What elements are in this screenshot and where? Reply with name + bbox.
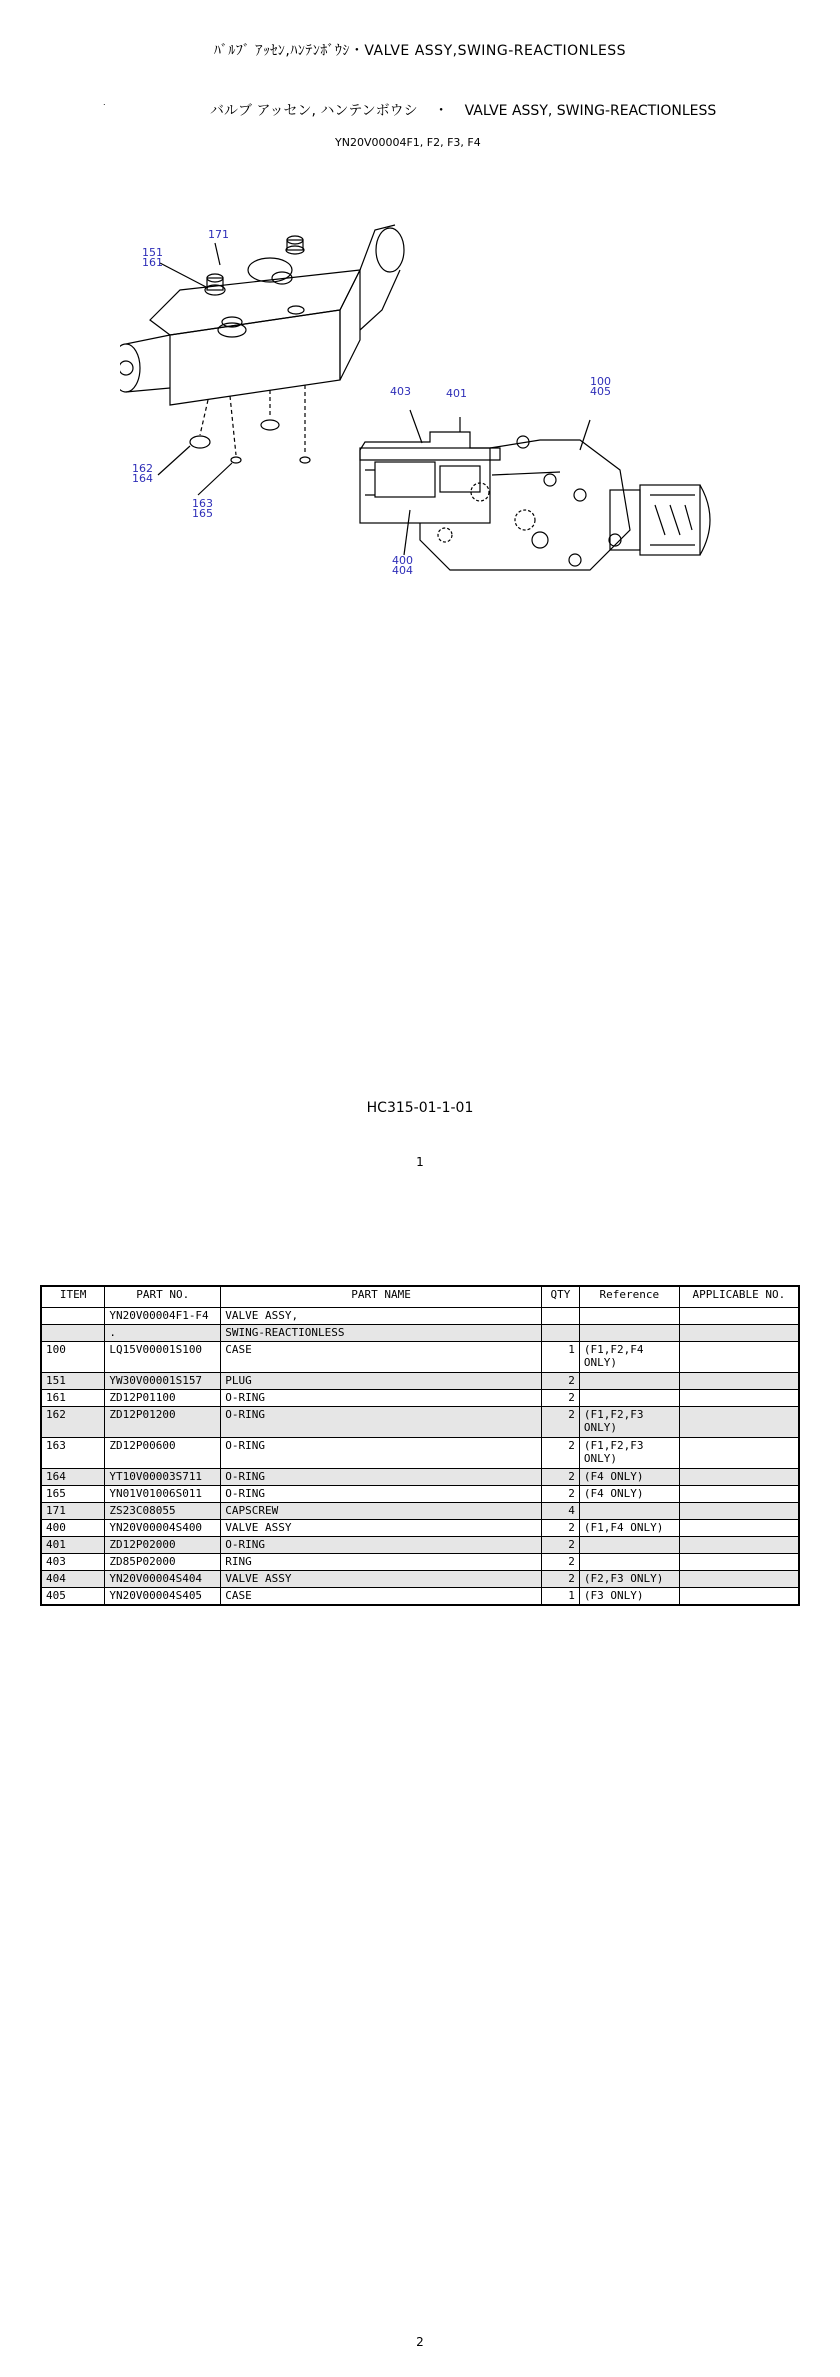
cell-reference: (F1,F2,F4 ONLY) bbox=[579, 1342, 679, 1373]
cell-part-no: YW30V00001S157 bbox=[105, 1373, 221, 1390]
cell-qty: 2 bbox=[541, 1520, 579, 1537]
valve-block-top-face bbox=[150, 270, 360, 335]
cell-reference bbox=[579, 1325, 679, 1342]
cell-part-no: ZD12P01100 bbox=[105, 1390, 221, 1407]
cell-reference bbox=[579, 1537, 679, 1554]
subtitle-japanese: バルブ アッセン, ハンテンボウシ bbox=[210, 103, 418, 119]
cell-qty: 2 bbox=[541, 1407, 579, 1438]
cell-part-no: YN01V01006S011 bbox=[105, 1486, 221, 1503]
cell-part-no: YN20V00004F1-F4 bbox=[105, 1308, 221, 1325]
cell-part-name: VALVE ASSY bbox=[221, 1571, 542, 1588]
page-number: 1 bbox=[416, 1155, 424, 1169]
cell-reference bbox=[579, 1308, 679, 1325]
table-row bbox=[41, 1308, 799, 1325]
cell-qty: 2 bbox=[541, 1390, 579, 1407]
cell-part-no: YN20V00004S404 bbox=[105, 1571, 221, 1588]
table-row bbox=[41, 1486, 799, 1503]
cell-part-name: O-RING bbox=[221, 1486, 542, 1503]
callout-165: 165 bbox=[192, 507, 213, 520]
cell-applicable bbox=[679, 1520, 799, 1537]
valve-block-front-face bbox=[170, 310, 340, 405]
document-title: ﾊﾞﾙﾌﾞ ｱｯｾﾝ,ﾊﾝﾃﾝﾎﾞｳｼ・VALVE ASSY,SWING-REACTIONLESS bbox=[213, 43, 627, 59]
table-row bbox=[41, 1373, 799, 1390]
cell-item: 164 bbox=[41, 1469, 105, 1486]
cell-qty: 1 bbox=[541, 1342, 579, 1373]
cell-part-name: PLUG bbox=[221, 1373, 542, 1390]
cell-part-name: O-RING bbox=[221, 1469, 542, 1486]
cell-applicable bbox=[679, 1588, 799, 1606]
cell-part-name: O-RING bbox=[221, 1407, 542, 1438]
cell-qty: 4 bbox=[541, 1503, 579, 1520]
callout-400: 400 bbox=[392, 554, 413, 567]
cell-qty: 2 bbox=[541, 1469, 579, 1486]
table-row bbox=[41, 1325, 799, 1342]
cell-item: 405 bbox=[41, 1588, 105, 1606]
cell-qty: 2 bbox=[541, 1486, 579, 1503]
cell-item: 400 bbox=[41, 1520, 105, 1537]
cell-reference bbox=[579, 1390, 679, 1407]
cell-part-name: CASE bbox=[221, 1588, 542, 1606]
table-row bbox=[41, 1588, 799, 1606]
cell-qty: 2 bbox=[541, 1571, 579, 1588]
cell-part-name: RING bbox=[221, 1554, 542, 1571]
callout-405: 405 bbox=[590, 385, 611, 398]
callout-151: 151 bbox=[142, 246, 163, 259]
model-numbers: YN20V00004F1, F2, F3, F4 bbox=[335, 136, 481, 149]
cell-qty: 2 bbox=[541, 1554, 579, 1571]
col-header-item: ITEM bbox=[41, 1286, 105, 1308]
cell-reference: (F1,F2,F3 ONLY) bbox=[579, 1438, 679, 1469]
cell-part-no: ZD12P02000 bbox=[105, 1537, 221, 1554]
cell-item: 151 bbox=[41, 1373, 105, 1390]
cell-part-no: . bbox=[105, 1325, 221, 1342]
cell-reference: (F1,F4 ONLY) bbox=[579, 1520, 679, 1537]
cell-applicable bbox=[679, 1325, 799, 1342]
cell-reference: (F4 ONLY) bbox=[579, 1469, 679, 1486]
parts-table bbox=[40, 1285, 800, 1606]
cell-item: 403 bbox=[41, 1554, 105, 1571]
col-header-applicable-no: APPLICABLE NO. bbox=[679, 1286, 799, 1308]
cell-item: 162 bbox=[41, 1407, 105, 1438]
callout-161: 161 bbox=[142, 256, 163, 269]
cell-applicable bbox=[679, 1390, 799, 1407]
page-number: 2 bbox=[416, 2335, 424, 2349]
cell-reference bbox=[579, 1373, 679, 1390]
cell-item: 171 bbox=[41, 1503, 105, 1520]
page-code: HC315-01-1-01 bbox=[366, 1100, 474, 1116]
cell-applicable bbox=[679, 1308, 799, 1325]
callout-100: 100 bbox=[590, 375, 611, 388]
table-row bbox=[41, 1554, 799, 1571]
cell-applicable bbox=[679, 1486, 799, 1503]
col-header-part-name: PART NAME bbox=[221, 1286, 542, 1308]
cell-item bbox=[41, 1308, 105, 1325]
col-header-qty: QTY bbox=[541, 1286, 579, 1308]
cell-part-no: ZD85P02000 bbox=[105, 1554, 221, 1571]
cell-item bbox=[41, 1325, 105, 1342]
cell-qty bbox=[541, 1325, 579, 1342]
callout-171: 171 bbox=[208, 228, 229, 241]
section-body-outline bbox=[360, 432, 500, 460]
cell-reference bbox=[579, 1554, 679, 1571]
callout-163: 163 bbox=[192, 497, 213, 510]
cell-part-name: VALVE ASSY bbox=[221, 1520, 542, 1537]
cell-item: 404 bbox=[41, 1571, 105, 1588]
cell-part-name: O-RING bbox=[221, 1537, 542, 1554]
cell-part-no: LQ15V00001S100 bbox=[105, 1342, 221, 1373]
exploded-parts-diagram bbox=[120, 210, 770, 590]
cell-item: 163 bbox=[41, 1438, 105, 1469]
cell-applicable bbox=[679, 1537, 799, 1554]
cell-part-no: YT10V00003S711 bbox=[105, 1469, 221, 1486]
cell-qty bbox=[541, 1308, 579, 1325]
callout-404: 404 bbox=[392, 564, 413, 577]
cell-item: 401 bbox=[41, 1537, 105, 1554]
table-row bbox=[41, 1407, 799, 1438]
col-header-reference: Reference bbox=[579, 1286, 679, 1308]
callout-403: 403 bbox=[390, 385, 411, 398]
cell-applicable bbox=[679, 1373, 799, 1390]
cell-qty: 1 bbox=[541, 1588, 579, 1606]
cell-applicable bbox=[679, 1554, 799, 1571]
cell-part-no: YN20V00004S405 bbox=[105, 1588, 221, 1606]
table-row bbox=[41, 1469, 799, 1486]
stray-dot: . bbox=[103, 98, 106, 107]
table-row bbox=[41, 1571, 799, 1588]
cell-reference: (F3 ONLY) bbox=[579, 1588, 679, 1606]
callout-164: 164 bbox=[132, 472, 153, 485]
table-row bbox=[41, 1520, 799, 1537]
table-row bbox=[41, 1438, 799, 1469]
cell-part-name: VALVE ASSY, bbox=[221, 1308, 542, 1325]
cell-item: 165 bbox=[41, 1486, 105, 1503]
cell-reference: (F2,F3 ONLY) bbox=[579, 1571, 679, 1588]
cell-qty: 2 bbox=[541, 1373, 579, 1390]
cell-reference: (F1,F2,F3 ONLY) bbox=[579, 1407, 679, 1438]
table-header-row bbox=[41, 1286, 799, 1308]
cell-applicable bbox=[679, 1342, 799, 1373]
cell-part-name: CAPSCREW bbox=[221, 1503, 542, 1520]
col-header-part-no: PART NO. bbox=[105, 1286, 221, 1308]
cell-part-no: ZS23C08055 bbox=[105, 1503, 221, 1520]
document-subtitle bbox=[210, 100, 728, 120]
cell-applicable bbox=[679, 1503, 799, 1520]
cell-part-name: SWING-REACTIONLESS bbox=[221, 1325, 542, 1342]
cell-item: 161 bbox=[41, 1390, 105, 1407]
cell-qty: 2 bbox=[541, 1537, 579, 1554]
subtitle-separator: ・ bbox=[434, 103, 449, 119]
cell-reference bbox=[579, 1503, 679, 1520]
cell-reference: (F4 ONLY) bbox=[579, 1486, 679, 1503]
cell-applicable bbox=[679, 1571, 799, 1588]
table-row bbox=[41, 1503, 799, 1520]
table-row bbox=[41, 1390, 799, 1407]
cell-part-no: ZD12P01200 bbox=[105, 1407, 221, 1438]
callout-162: 162 bbox=[132, 462, 153, 475]
cell-part-no: ZD12P00600 bbox=[105, 1438, 221, 1469]
cell-applicable bbox=[679, 1469, 799, 1486]
table-row bbox=[41, 1537, 799, 1554]
cell-applicable bbox=[679, 1438, 799, 1469]
cell-qty: 2 bbox=[541, 1438, 579, 1469]
cell-part-name: O-RING bbox=[221, 1438, 542, 1469]
cell-item: 100 bbox=[41, 1342, 105, 1373]
subtitle-english: VALVE ASSY, SWING-REACTIONLESS bbox=[464, 103, 717, 119]
cell-part-no: YN20V00004S400 bbox=[105, 1520, 221, 1537]
table-row bbox=[41, 1342, 799, 1373]
cell-part-name: CASE bbox=[221, 1342, 542, 1373]
callout-401: 401 bbox=[446, 387, 467, 400]
valve-block-side-face bbox=[340, 270, 360, 380]
cell-part-name: O-RING bbox=[221, 1390, 542, 1407]
cell-applicable bbox=[679, 1407, 799, 1438]
